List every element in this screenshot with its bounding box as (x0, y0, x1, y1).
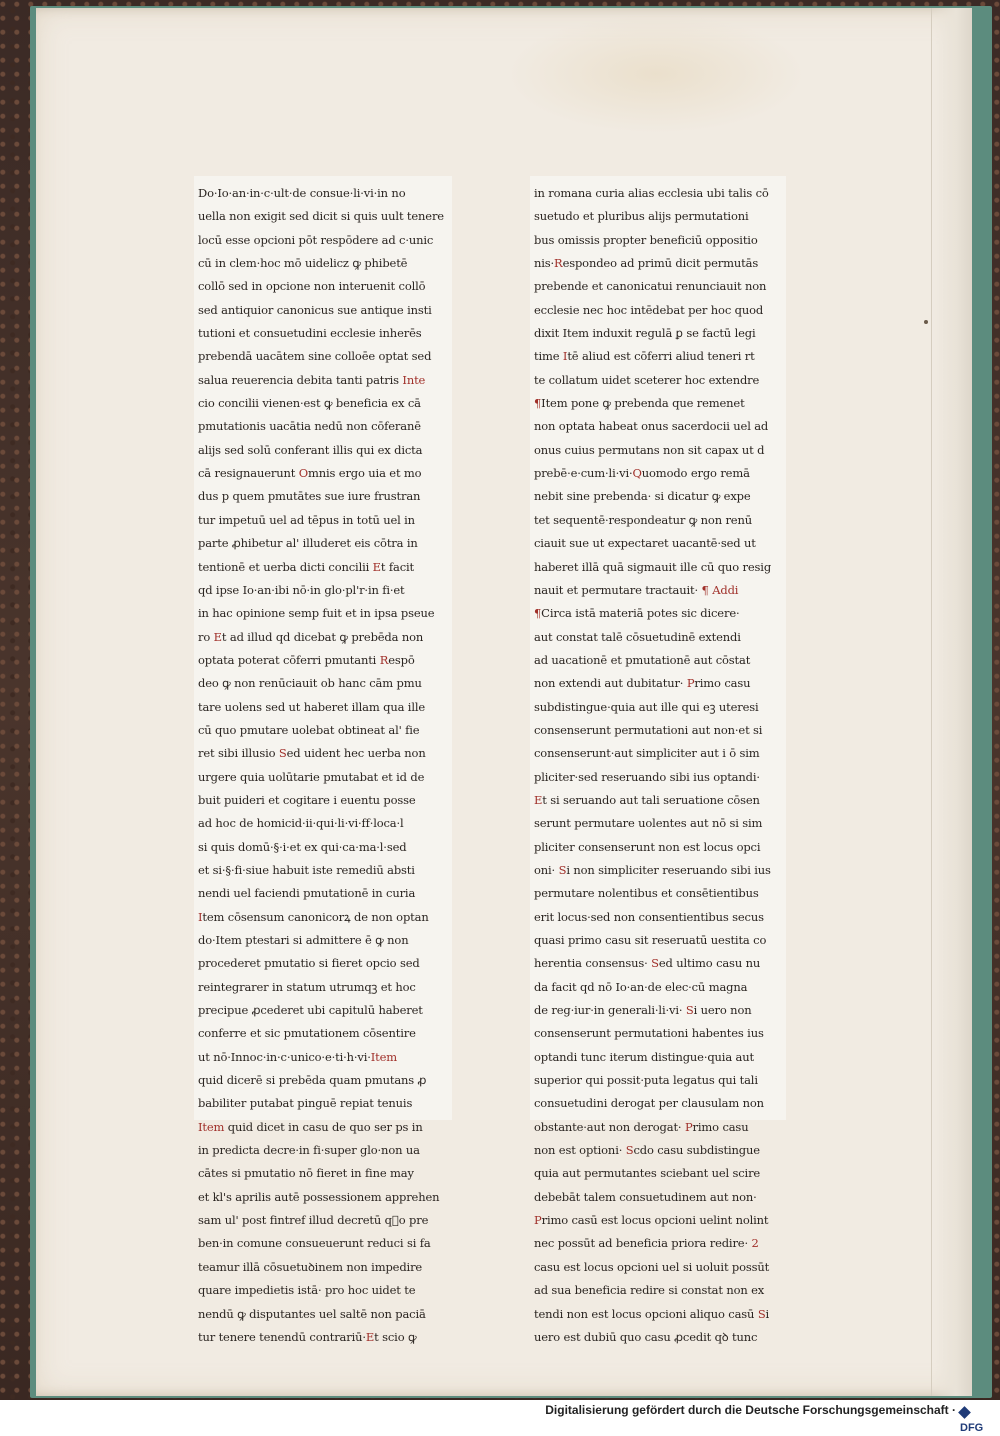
text-run: onus cuius permutans non sit capax ut d (534, 442, 765, 457)
text-line (534, 1069, 782, 1092)
text-run: do·Item ptestari si admittere ē ꝙ non (198, 933, 409, 947)
text-line (534, 532, 782, 555)
text-line (534, 275, 782, 298)
rubric-initial: S (625, 1143, 634, 1158)
text-run: et kl's aprilis autē possessionem apprehen (198, 1189, 440, 1204)
text-line (534, 1046, 782, 1069)
text-line (534, 322, 782, 345)
text-run: ciauit sue ut expectaret uacantē·sed ut (534, 536, 756, 551)
text-run: precipue ꝓcederet ubi capitulū haberet (198, 1003, 423, 1018)
text-run: aut constat talē cōsuetudinē extendi (534, 629, 741, 644)
text-line (534, 462, 782, 485)
rubric-initial: S (685, 1003, 694, 1018)
text-run: cū in clem·hoc mō uidelicz ꝙ phibetē (198, 256, 408, 271)
text-line (198, 626, 448, 649)
text-run: rimo casu (694, 676, 751, 691)
footer-bar (0, 1400, 1000, 1434)
text-run: tur impetuū uel ad tēpus in totū uel in (198, 512, 415, 527)
text-line (534, 1022, 782, 1045)
text-run: si quis domū·§·i·et ex qui·ca·ma·l·sed (198, 839, 407, 854)
rubric-initial: ¶ (534, 606, 542, 621)
text-line (534, 252, 782, 275)
text-run: buit puideri et cogitare i euentu posse (198, 792, 416, 807)
text-run: parte ꝓhibetur al' illuderet eis cōtra in (198, 536, 418, 551)
text-line (198, 742, 448, 765)
text-run: tare uolens sed ut haberet illam qua ille (198, 699, 426, 714)
rubric-initial: P (534, 1213, 542, 1228)
text-run: Do·Io·an·in·c·ult·de consue·li·vi·in no (198, 186, 406, 200)
text-line (534, 485, 782, 508)
text-line (534, 626, 782, 649)
margin-dot (924, 320, 928, 324)
text-run: ecclesie nec hoc intēdebat per hoc quod (534, 302, 764, 317)
text-run: tutioni et consuetudini ecclesie inherēs (198, 326, 422, 341)
text-run: et si·§·fi·siue habuit iste remediū absti (198, 862, 415, 877)
page-edge-shadow (931, 8, 972, 1396)
rubric-initial: S (278, 746, 287, 761)
text-line (534, 1162, 782, 1185)
text-line (534, 1279, 782, 1302)
water-stain (506, 14, 806, 134)
text-run: ret sibi illusio (198, 746, 279, 761)
text-line (534, 1186, 782, 1209)
text-run: uella non exigit sed dicit si quis uult tenere (198, 209, 444, 224)
text-run: prebende et canonicatui renunciauit non (534, 279, 767, 294)
text-line (534, 719, 782, 742)
text-run: conferre et sic pmutationem cōsentire (198, 1026, 416, 1041)
text-run: collō sed in opcione non interuenit collō (198, 279, 426, 294)
text-line (198, 789, 448, 812)
text-run: non optata habeat onus sacerdocii uel ad (534, 419, 769, 434)
text-run: Item pone ꝙ prebenda que remenet (541, 396, 745, 411)
text-line (534, 882, 782, 905)
text-line (534, 859, 782, 882)
text-run: i non simpliciter reseruando sibi ius (566, 862, 771, 877)
text-line (198, 906, 448, 929)
dfg-logo-text: DFG (960, 1422, 984, 1434)
text-line (198, 1303, 448, 1326)
rubric-initial: I (198, 909, 203, 924)
text-line (198, 556, 448, 579)
left-text-column (194, 176, 452, 1344)
text-line (534, 742, 782, 765)
text-line (534, 229, 782, 252)
text-line (198, 1139, 448, 1162)
text-run: cā resignauerunt (198, 466, 299, 481)
rubric-initial: Q (632, 466, 642, 481)
text-run: reintegrarer in statum utrumqꝫ et hoc (198, 979, 416, 994)
text-run: tem cōsensum canonicorꝝ de non optan (202, 909, 429, 924)
text-run: espō (388, 652, 415, 667)
text-run: in hac opinione semp fuit et in ipsa pseue (198, 606, 435, 621)
text-run: consuetudini derogat per clausulam non (534, 1096, 764, 1111)
text-run: nauit et permutare tractauit· (534, 582, 702, 597)
text-line (198, 462, 448, 485)
text-line (198, 836, 448, 859)
text-line (534, 1209, 782, 1232)
text-run: qd ipse Io·an·ibi nō·in glo·pl'r·in fi·et (198, 582, 405, 597)
text-line (534, 182, 782, 205)
text-run: t facit (380, 559, 414, 574)
text-run: locū esse opcioni pōt respōdere ad c·unic (198, 232, 434, 247)
text-line (198, 1116, 448, 1139)
text-run: consenserunt·aut simpliciter aut i ō sim (534, 746, 760, 761)
text-line (534, 602, 782, 625)
rubric-initial: E (213, 629, 222, 644)
text-line (198, 1046, 448, 1069)
text-run: pmutationis uacātia nedū non cōferanē (198, 419, 421, 434)
text-line (198, 1069, 448, 1092)
text-run: herentia consensus· (534, 956, 652, 971)
text-line (534, 906, 782, 929)
text-line (534, 1116, 782, 1139)
text-run: suetudo et pluribus alijs permutationi (534, 209, 749, 224)
text-run: t si seruando aut tali seruatione cōsen (542, 792, 760, 807)
text-run: subdistingue·quia aut ille qui eꝫ uteresi (534, 699, 759, 714)
text-line (534, 299, 782, 322)
text-line (534, 999, 782, 1022)
text-line (198, 859, 448, 882)
text-run: haberet illā quā sigmauit ille cū quo resig (534, 559, 772, 574)
text-line (198, 205, 448, 228)
text-run: sam ul' post fintref illud decretū qᷓo pre (198, 1213, 429, 1228)
text-run: tentionē et uerba dicti concilii (198, 559, 373, 574)
text-run: quid dicerē si prebēda quam pmutans ꝓ (198, 1073, 427, 1088)
text-run: debebāt talem consuetudinem aut non· (534, 1189, 757, 1204)
text-line (534, 392, 782, 415)
text-line (198, 509, 448, 532)
text-run: te collatum uidet sceterer hoc extendre (534, 372, 760, 387)
text-run: ut nō·Innoc·in·c·unico·e·ti·h·vi· (198, 1049, 371, 1064)
text-run: oni· (534, 862, 559, 877)
text-line (534, 1303, 782, 1326)
text-line (534, 1092, 782, 1115)
text-line (198, 1279, 448, 1302)
text-line (198, 345, 448, 368)
text-line (534, 649, 782, 672)
rubric-initial: P (684, 1119, 693, 1134)
text-run: tur tenere tenendū contrariū· (198, 1329, 366, 1344)
text-run: mnis ergo uia et mo (308, 466, 422, 481)
text-line (198, 182, 448, 205)
text-line (198, 579, 448, 602)
text-run: deo ꝙ non renūciauit ob hanc cām pmu (198, 676, 422, 691)
text-line (534, 976, 782, 999)
text-run: tē aliud est cōferri aliud teneri rt (567, 349, 755, 364)
text-run: sed antiquior canonicus sue antique insti (198, 302, 432, 317)
text-run: cdo casu subdistingue (633, 1143, 760, 1158)
text-line (198, 812, 448, 835)
rubric-initial: S (757, 1306, 766, 1321)
rubric-initial: E (372, 559, 381, 574)
text-run: dixit Item induxit regulā ꝑ se factū legi (534, 326, 756, 341)
text-line (534, 836, 782, 859)
text-line (198, 252, 448, 275)
text-run: ro (198, 629, 214, 644)
text-run: procederet pmutatio si fieret opcio sed (198, 956, 420, 971)
text-run: cio concilii vienen·est ꝙ beneficia ex cā (198, 396, 421, 411)
text-run: ad hoc de homicid·ii·qui·li·vi·ff·loca·l (198, 816, 404, 831)
rubric-initial: R (554, 256, 563, 271)
text-run: nendū ꝙ disputantes uel saltē non paciā (198, 1306, 426, 1321)
text-line (534, 1139, 782, 1162)
text-run: i uero non (693, 1003, 752, 1018)
text-line (198, 766, 448, 789)
text-line (534, 556, 782, 579)
text-run: obstante·aut non derogat· (534, 1119, 685, 1134)
rubric-initial: S (651, 956, 659, 971)
text-run: urgere quia uolūtarie pmutabat et id de (198, 769, 425, 784)
text-run: ed ultimo casu nu (658, 956, 761, 971)
text-run: salua reuerencia debita tanti patris (198, 372, 403, 387)
rubric-initial: Item (198, 1119, 225, 1134)
text-line (198, 1022, 448, 1045)
text-run: optata poterat cōferri pmutanti (198, 652, 380, 667)
text-line (198, 649, 448, 672)
text-run: time (534, 349, 563, 364)
text-run: teamur illā cōsuetuꝺinem non impedire (198, 1259, 423, 1274)
text-line (534, 579, 782, 602)
rubric-initial: R (379, 652, 389, 667)
text-line (198, 1162, 448, 1185)
text-run: ed uident hec uerba non (286, 746, 426, 761)
rubric-initial: Item (370, 1049, 398, 1064)
text-run: permutare nolentibus et consētientibus (534, 886, 759, 901)
text-line (198, 719, 448, 742)
rubric-initial: S (558, 862, 567, 877)
text-run: superior qui possit·puta legatus qui tali (534, 1073, 758, 1088)
text-line (534, 789, 782, 812)
rubric-initial: O (298, 466, 308, 481)
text-run: nec possūt ad beneficia priora redire· (534, 1236, 752, 1251)
text-line (198, 602, 448, 625)
text-run: da facit qd nō Io·an·de elec·cū magna (534, 979, 748, 994)
text-line (198, 1232, 448, 1255)
text-run: espondeo ad primū dicit permutās (562, 256, 759, 271)
text-line (198, 999, 448, 1022)
text-run: de reg·iur·in generali·li·vi· (534, 1003, 686, 1018)
text-run: Circa istā materiā potes sic dicere· (541, 606, 740, 621)
rubric-initial: P (686, 676, 695, 691)
text-line (198, 369, 448, 392)
text-run: tendi non est locus opcioni aliquo casū (534, 1306, 758, 1321)
text-run: babiliter putabat pinguē repiat tenuis (198, 1096, 413, 1111)
text-line (198, 485, 448, 508)
text-run: ad sua beneficia redire si constat non ex (534, 1283, 765, 1298)
text-run: quid dicet in casu de quo ser ps in (224, 1119, 423, 1134)
rubric-initial: ¶ Addi (701, 582, 739, 597)
text-run: serunt permutare uolentes aut nō si sim (534, 816, 763, 831)
text-run: cātes si pmutatio nō fieret in fine may (198, 1166, 414, 1181)
text-line (198, 1256, 448, 1279)
text-run: optandi tunc iterum distingue·quia aut (534, 1049, 754, 1064)
text-line (534, 952, 782, 975)
text-line (198, 229, 448, 252)
text-line (534, 205, 782, 228)
text-line (534, 1326, 782, 1349)
text-line (198, 882, 448, 905)
dfg-logo (960, 1404, 994, 1434)
text-line (198, 532, 448, 555)
rubric-initial: Inte (402, 372, 426, 387)
text-line (198, 1326, 448, 1349)
dfg-diamond-icon (958, 1406, 971, 1419)
text-line (198, 952, 448, 975)
text-line (198, 299, 448, 322)
text-run: consenserunt permutationi habentes ius (534, 1026, 764, 1041)
text-run: ad uacationē et pmutationē aut cōstat (534, 652, 751, 667)
text-line (198, 392, 448, 415)
text-run: pliciter consenserunt non est locus opci (534, 839, 761, 854)
text-run: uero est dubiū quo casu ꝓcedit qꝺ tunc (534, 1329, 758, 1344)
text-line (198, 976, 448, 999)
manuscript-page (36, 8, 972, 1396)
rubric-initial: E (365, 1329, 375, 1344)
text-run: tet sequentē·respondeatur ꝙ non renū (534, 512, 752, 527)
text-run: bus omissis propter beneficiū oppositio (534, 232, 758, 247)
text-run: consenserunt permutationi aut non·et si (534, 722, 763, 737)
text-line (534, 369, 782, 392)
text-run: quasi primo casu sit reseruatū uestita co (534, 933, 767, 947)
rubric-initial: E (534, 792, 543, 807)
text-run: casu est locus opcioni uel si uoluit possūt (534, 1259, 770, 1274)
text-line (198, 439, 448, 462)
text-line (534, 766, 782, 789)
text-run: nendi uel faciendi pmutationē in curia (198, 886, 416, 901)
text-line (198, 1186, 448, 1209)
text-run: quare impedietis istā· pro hoc uidet te (198, 1283, 416, 1298)
text-run: prebē·e·cum·li·vi· (534, 466, 633, 481)
text-run: pliciter·sed reseruando sibi ius optandi· (534, 769, 760, 784)
rubric-initial: ¶ (534, 396, 542, 411)
text-line (198, 275, 448, 298)
text-run: rimo casu (692, 1119, 749, 1134)
text-line (534, 1232, 782, 1255)
text-run: non extendi aut dubitatur· (534, 676, 687, 691)
rubric-initial: 2 (751, 1236, 759, 1251)
text-line (534, 415, 782, 438)
text-line (198, 672, 448, 695)
text-line (534, 439, 782, 462)
text-run: ben·in comune consueuerunt reduci si fa (198, 1236, 431, 1251)
text-line (534, 1256, 782, 1279)
text-line (534, 672, 782, 695)
text-line (198, 1209, 448, 1232)
text-run: nebit sine prebenda· si dicatur ꝙ expe (534, 489, 751, 504)
text-run: t ad illud qd dicebat ꝙ prebēda non (221, 629, 424, 644)
rubric-initial: I (562, 349, 568, 364)
text-run: alijs sed solū conferant illis qui ex dicta (198, 442, 423, 457)
text-run: i (765, 1306, 770, 1321)
text-run: cū quo pmutare uolebat obtineat al' fie (198, 722, 420, 737)
text-line (198, 696, 448, 719)
text-run: in predicta decre·in fi·super glo·non ua (198, 1143, 420, 1158)
text-line (534, 812, 782, 835)
text-run: in romana curia alias ecclesia ubi talis cō (534, 186, 769, 200)
text-run: nis· (534, 256, 555, 271)
text-line (534, 345, 782, 368)
text-line (198, 322, 448, 345)
text-line (198, 415, 448, 438)
text-run: rimo casū est locus opcioni uelint nolint (541, 1213, 769, 1228)
text-line (534, 509, 782, 532)
text-run: uomodo ergo remā (641, 466, 750, 481)
text-run: dus p quem pmutātes sue iure frustran (198, 489, 421, 504)
text-line (534, 929, 782, 952)
text-line (198, 929, 448, 952)
right-text-column (530, 176, 786, 1344)
text-run: quia aut permutantes sciebant uel scire (534, 1166, 761, 1181)
text-run: t scio ꝙ (374, 1329, 417, 1344)
text-line (534, 696, 782, 719)
funding-credit: Digitalisierung gefördert durch die Deutsche Forschungsgemeinschaft · (545, 1403, 956, 1417)
text-run: non est optioni· (534, 1143, 626, 1158)
text-line (198, 1092, 448, 1115)
text-run: erit locus·sed non consentientibus secus (534, 909, 764, 924)
text-run: prebendā uacātem sine colloēe optat sed (198, 349, 432, 364)
